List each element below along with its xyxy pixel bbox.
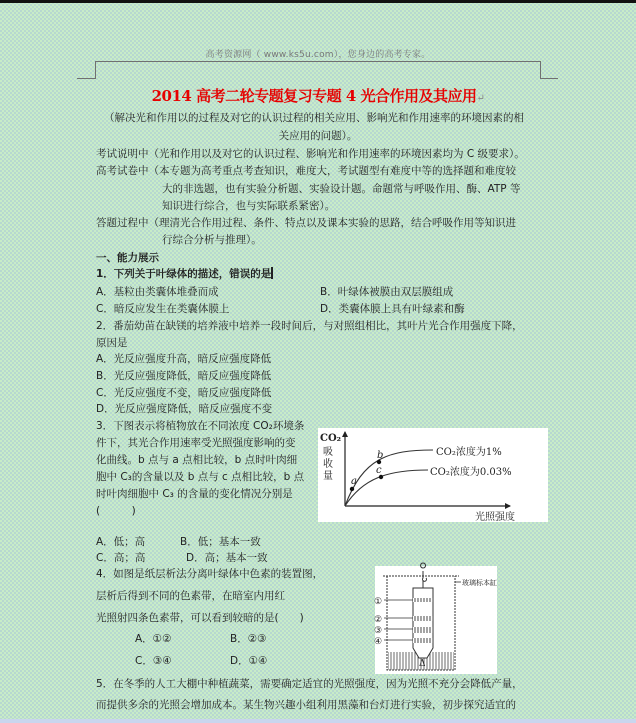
band-label-2: ② [374, 615, 383, 625]
y-label-char-3: 量 [323, 471, 333, 482]
jar-label: 玻璃标本缸 [462, 579, 497, 587]
window-top-border [0, 0, 636, 3]
q2-option-c: C．光反应强度不变，暗反应强度降低 [96, 387, 272, 399]
text-cursor [271, 267, 273, 279]
answer-line-2: 行综合分析与推理）。 [162, 234, 262, 246]
question-3-line-2: 件下，其光合作用速率受光照强度影响的变 [96, 437, 296, 449]
pigment-band-2 [413, 616, 433, 621]
question-3-line-3: 化曲线。b 点与 a 点相比较，b 点时叶肉细 [96, 454, 298, 466]
question-4-line-1: 4．如图是纸层析法分离叶绿体中色素的装置图， [96, 568, 324, 580]
question-2-line-2: 原因是 [96, 337, 128, 349]
question-3-line-6: ( ) [96, 505, 136, 517]
document-title-text: 2014 高考二轮专题复习专题 4 光合作用及其应用 [151, 87, 477, 105]
label-point-c: c [376, 465, 382, 476]
x-axis-label: 光照强度 [475, 512, 515, 523]
q2-option-b: B．光反应强度降低，暗反应强度降低 [96, 370, 272, 382]
q3-option-c: C．高；高 [96, 552, 146, 564]
curve-co2-low [345, 470, 428, 506]
paper-line-2: 大的非选题，也有实验分析题、实验设计题。命题常与呼吸作用、酶、ATP 等 [162, 183, 521, 195]
apparatus-svg [375, 566, 497, 674]
question-3-line-4: 胞中 C₃的含量以及 b 点与 c 点相比较，b 点 [96, 471, 305, 483]
question-3-line-5: 时叶肉细胞中 C₃ 的含量的变化情况分别是 [96, 488, 293, 500]
label-curve-low: CO₂浓度为0.03% [430, 467, 512, 478]
band-label-3: ③ [374, 626, 383, 636]
curve-figure-svg [318, 428, 548, 522]
paragraph-mark-icon: ↵ [476, 93, 485, 104]
chromatography-apparatus-figure [375, 566, 497, 674]
band-label-4: ④ [374, 637, 383, 647]
answer-line-1: 答题过程中（理清光合作用过程、条件、特点以及课本实验的思路，结合呼吸作用等知识进 [96, 217, 516, 229]
label-point-b: b [377, 450, 384, 461]
intro-line-2: 关应用的问题）。 [278, 130, 358, 142]
header-rule-top [95, 61, 541, 62]
label-point-a: a [351, 476, 357, 487]
q1-option-a: A．基粒由类囊体堆叠而成 [96, 286, 219, 298]
q4-option-d: D．①④ [230, 655, 268, 667]
header-rule-left-rise [95, 61, 96, 79]
q4-option-b: B．②③ [230, 633, 267, 645]
q1-option-b: B．叶绿体被膜由双层膜组成 [320, 286, 454, 298]
paper-line-3: 知识进行综合，也与实际联系紧密）。 [162, 200, 336, 212]
question-1-text: 1．下列关于叶绿体的描述，错误的是 [96, 268, 272, 280]
section-heading: 一、能力展示 [96, 252, 159, 264]
q2-option-d: D．光反应强度降低，暗反应强度不变 [96, 403, 273, 415]
window-bottom-border [0, 719, 636, 723]
q4-option-a: A．①② [135, 633, 172, 645]
photosynthesis-curve-figure [318, 428, 548, 522]
q1-option-c: C．暗反应发生在类囊体膜上 [96, 303, 230, 315]
question-5-line-1: 5．在冬季的人工大棚中种植蔬菜，需要确定适宜的光照强度，因为光照不充分会降低产量， [96, 678, 523, 690]
q3-option-a: A．低；高 [96, 536, 146, 548]
question-4-line-3: 光照射四条色素带，可以看到较暗的是( ) [96, 612, 304, 624]
band-label-1: ① [374, 597, 383, 607]
question-2-line-1: 2．番茄幼苗在缺镁的培养液中培养一段时间后，与对照组相比，其叶片光合作用强度下降， [96, 320, 523, 332]
q3-option-d: D．高；基本一致 [186, 552, 268, 564]
question-1-stem [96, 267, 273, 281]
pigment-band-4 [413, 638, 433, 643]
solvent-label: Δ [419, 659, 426, 669]
y-label-co2: CO₂ [320, 433, 342, 444]
curve-co2-high [345, 450, 433, 506]
header-rule-right [540, 78, 558, 79]
intro-line-1: （解决光和作用以的过程及对它的认识过程的相关应用、影响光和作用速率的环境因素的相 [104, 112, 524, 124]
q1-option-d: D．类囊体膜上具有叶绿素和酶 [320, 303, 465, 315]
pigment-band-3 [413, 627, 433, 633]
q2-option-a: A．光反应强度升高，暗反应强度降低 [96, 353, 272, 365]
question-5-line-2: 而提供多余的光照会增加成本。某生物兴趣小组利用黑藻和台灯进行实验，初步探究适宜的 [96, 699, 516, 711]
header-rule-right-drop [540, 61, 541, 79]
point-a [350, 487, 354, 491]
document-title [0, 85, 636, 106]
question-4-line-2: 层析后得到不同的色素带，在暗室内用红 [96, 590, 285, 602]
pigment-band-1 [413, 598, 433, 602]
paper-line-1: 高考试卷中（本专题为高考重点考查知识，难度大，考试题型有难度中等的选择题和难度较 [96, 165, 516, 177]
y-label-char-1: 吸 [323, 447, 333, 458]
question-3-line-1: 3．下图表示将植物放在不同浓度 CO₂环境条 [96, 420, 305, 432]
q4-option-c: C．③④ [135, 655, 172, 667]
exam-description: 考试说明中（光和作用以及对它的认识过程、影响光和作用速率的环境因素均为 C 级要求）。 [96, 148, 525, 160]
q3-option-b: B．低；基本一致 [180, 536, 261, 548]
page-header-text: 高考资源网（ www.ks5u.com），您身边的高考专家。 [205, 50, 431, 60]
header-rule-left [77, 78, 96, 79]
label-curve-high: CO₂浓度为1% [436, 447, 502, 458]
y-label-char-2: 收 [323, 459, 333, 470]
